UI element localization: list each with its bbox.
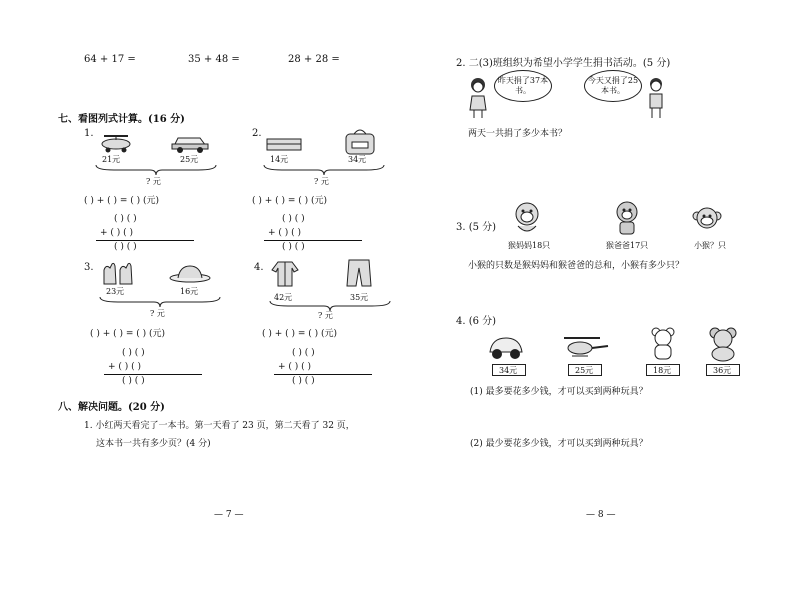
pencil-box-icon — [264, 134, 304, 154]
equation: ( ) + ( ) = ( ) (元) — [262, 329, 338, 339]
monkey-label: 小猴？只 — [694, 241, 726, 250]
price-label: 36元 — [713, 366, 732, 375]
problem-number: 2. — [252, 128, 262, 139]
problem-number: 1. — [84, 128, 94, 139]
price-label: 34元 — [499, 366, 518, 375]
q1-line1: 1. 小红两天看完了一本书。第一天看了 23 页，第二天看了 32 页， — [84, 421, 355, 431]
vertical-row: + ( ) ( ) — [278, 362, 312, 372]
problem-number: 3. — [84, 262, 94, 273]
price-label: 23元 — [106, 287, 125, 296]
price-tag — [706, 364, 740, 376]
section7-title: 七、看图列式计算。(16 分) — [58, 114, 185, 125]
boy-icon — [644, 76, 668, 120]
monkey-mother-icon — [510, 200, 544, 236]
q4-title: 4. (6 分) — [456, 316, 497, 327]
little-monkey-icon — [692, 206, 722, 232]
pants-icon — [344, 258, 374, 288]
vertical-row: ( ) ( ) — [292, 348, 315, 358]
price-label: 16元 — [180, 287, 199, 296]
girl-icon — [466, 76, 490, 120]
question-label: ? 元 — [150, 309, 165, 318]
schoolbag-icon — [340, 124, 380, 156]
price-label: 14元 — [270, 155, 289, 164]
toy-car-icon — [170, 128, 210, 154]
q3-question: 小猴的只数是猴妈妈和猴爸爸的总和，小猴有多少只？ — [468, 261, 685, 271]
price-label: 35元 — [350, 293, 369, 302]
divider — [264, 240, 362, 241]
vertical-row: + ( ) ( ) — [268, 228, 302, 238]
arith-1: 64 + 17 = — [84, 54, 136, 65]
question-label: ? 元 — [146, 177, 161, 186]
vertical-row: ( ) ( ) — [122, 376, 145, 386]
vertical-row: ( ) ( ) — [114, 242, 137, 252]
vertical-row: ( ) ( ) — [282, 242, 305, 252]
hat-icon — [168, 262, 212, 284]
vertical-row: + ( ) ( ) — [100, 228, 134, 238]
jacket-icon — [270, 258, 300, 288]
brace-icon — [262, 164, 386, 176]
vertical-row: ( ) ( ) — [282, 214, 305, 224]
price-tag — [646, 364, 680, 376]
vertical-row: ( ) ( ) — [114, 214, 137, 224]
divider — [96, 240, 194, 241]
stuffed-bear-icon — [706, 326, 740, 362]
toy-car-icon — [486, 330, 526, 362]
teddy-bear-icon — [648, 326, 678, 362]
brace-icon — [98, 296, 222, 308]
price-tag — [492, 364, 526, 376]
divider — [104, 374, 202, 375]
equation: ( ) + ( ) = ( ) (元) — [84, 196, 160, 206]
price-label: 18元 — [653, 366, 672, 375]
price-label: 21元 — [102, 155, 121, 164]
section8-title: 八、解决问题。(20 分) — [58, 402, 165, 413]
monkey-label: 猴妈妈18只 — [508, 241, 551, 250]
q2-question: 两天一共捐了多少本书？ — [468, 129, 568, 139]
vertical-row: ( ) ( ) — [122, 348, 145, 358]
q3-title: 3. (5 分) — [456, 222, 497, 233]
gloves-icon — [100, 260, 136, 286]
price-label: 25元 — [575, 366, 594, 375]
q4-sub2: (2) 最少要花多少钱，才可以买到两种玩具？ — [470, 439, 648, 449]
q2-title: 2. 二(3)班组织为希望小学学生捐书活动。(5 分) — [456, 58, 671, 69]
arith-2: 35 + 48 = — [188, 54, 240, 65]
price-label: 25元 — [180, 155, 199, 164]
speech-bubble — [584, 70, 642, 102]
vertical-row: ( ) ( ) — [292, 376, 315, 386]
q1-line2: 这本书一共有多少页？(4 分) — [96, 439, 211, 449]
problem-number: 4. — [254, 262, 264, 273]
equation: ( ) + ( ) = ( ) (元) — [252, 196, 328, 206]
brace-icon — [94, 164, 218, 176]
price-label: 42元 — [274, 293, 293, 302]
helicopter-icon — [560, 334, 610, 358]
monkey-label: 猴爸爸17只 — [606, 241, 649, 250]
monkey-father-icon — [612, 200, 642, 236]
arith-3: 28 + 28 = — [288, 54, 340, 65]
question-label: ? 元 — [318, 311, 333, 320]
bubble-text: 今天又捐了25本书。 — [587, 76, 639, 95]
speech-bubble — [494, 70, 552, 102]
vertical-row: + ( ) ( ) — [108, 362, 142, 372]
page-number-left: — 7 — — [214, 510, 244, 520]
page-number-right: — 8 — — [586, 510, 616, 520]
bubble-text: 昨天捐了37本书。 — [497, 76, 549, 95]
question-label: ? 元 — [314, 177, 329, 186]
price-tag — [568, 364, 602, 376]
divider — [274, 374, 372, 375]
q4-sub1: (1) 最多要花多少钱，才可以买到两种玩具？ — [470, 387, 648, 397]
equation: ( ) + ( ) = ( ) (元) — [90, 329, 166, 339]
price-label: 34元 — [348, 155, 367, 164]
toy-plane-icon — [96, 130, 136, 154]
